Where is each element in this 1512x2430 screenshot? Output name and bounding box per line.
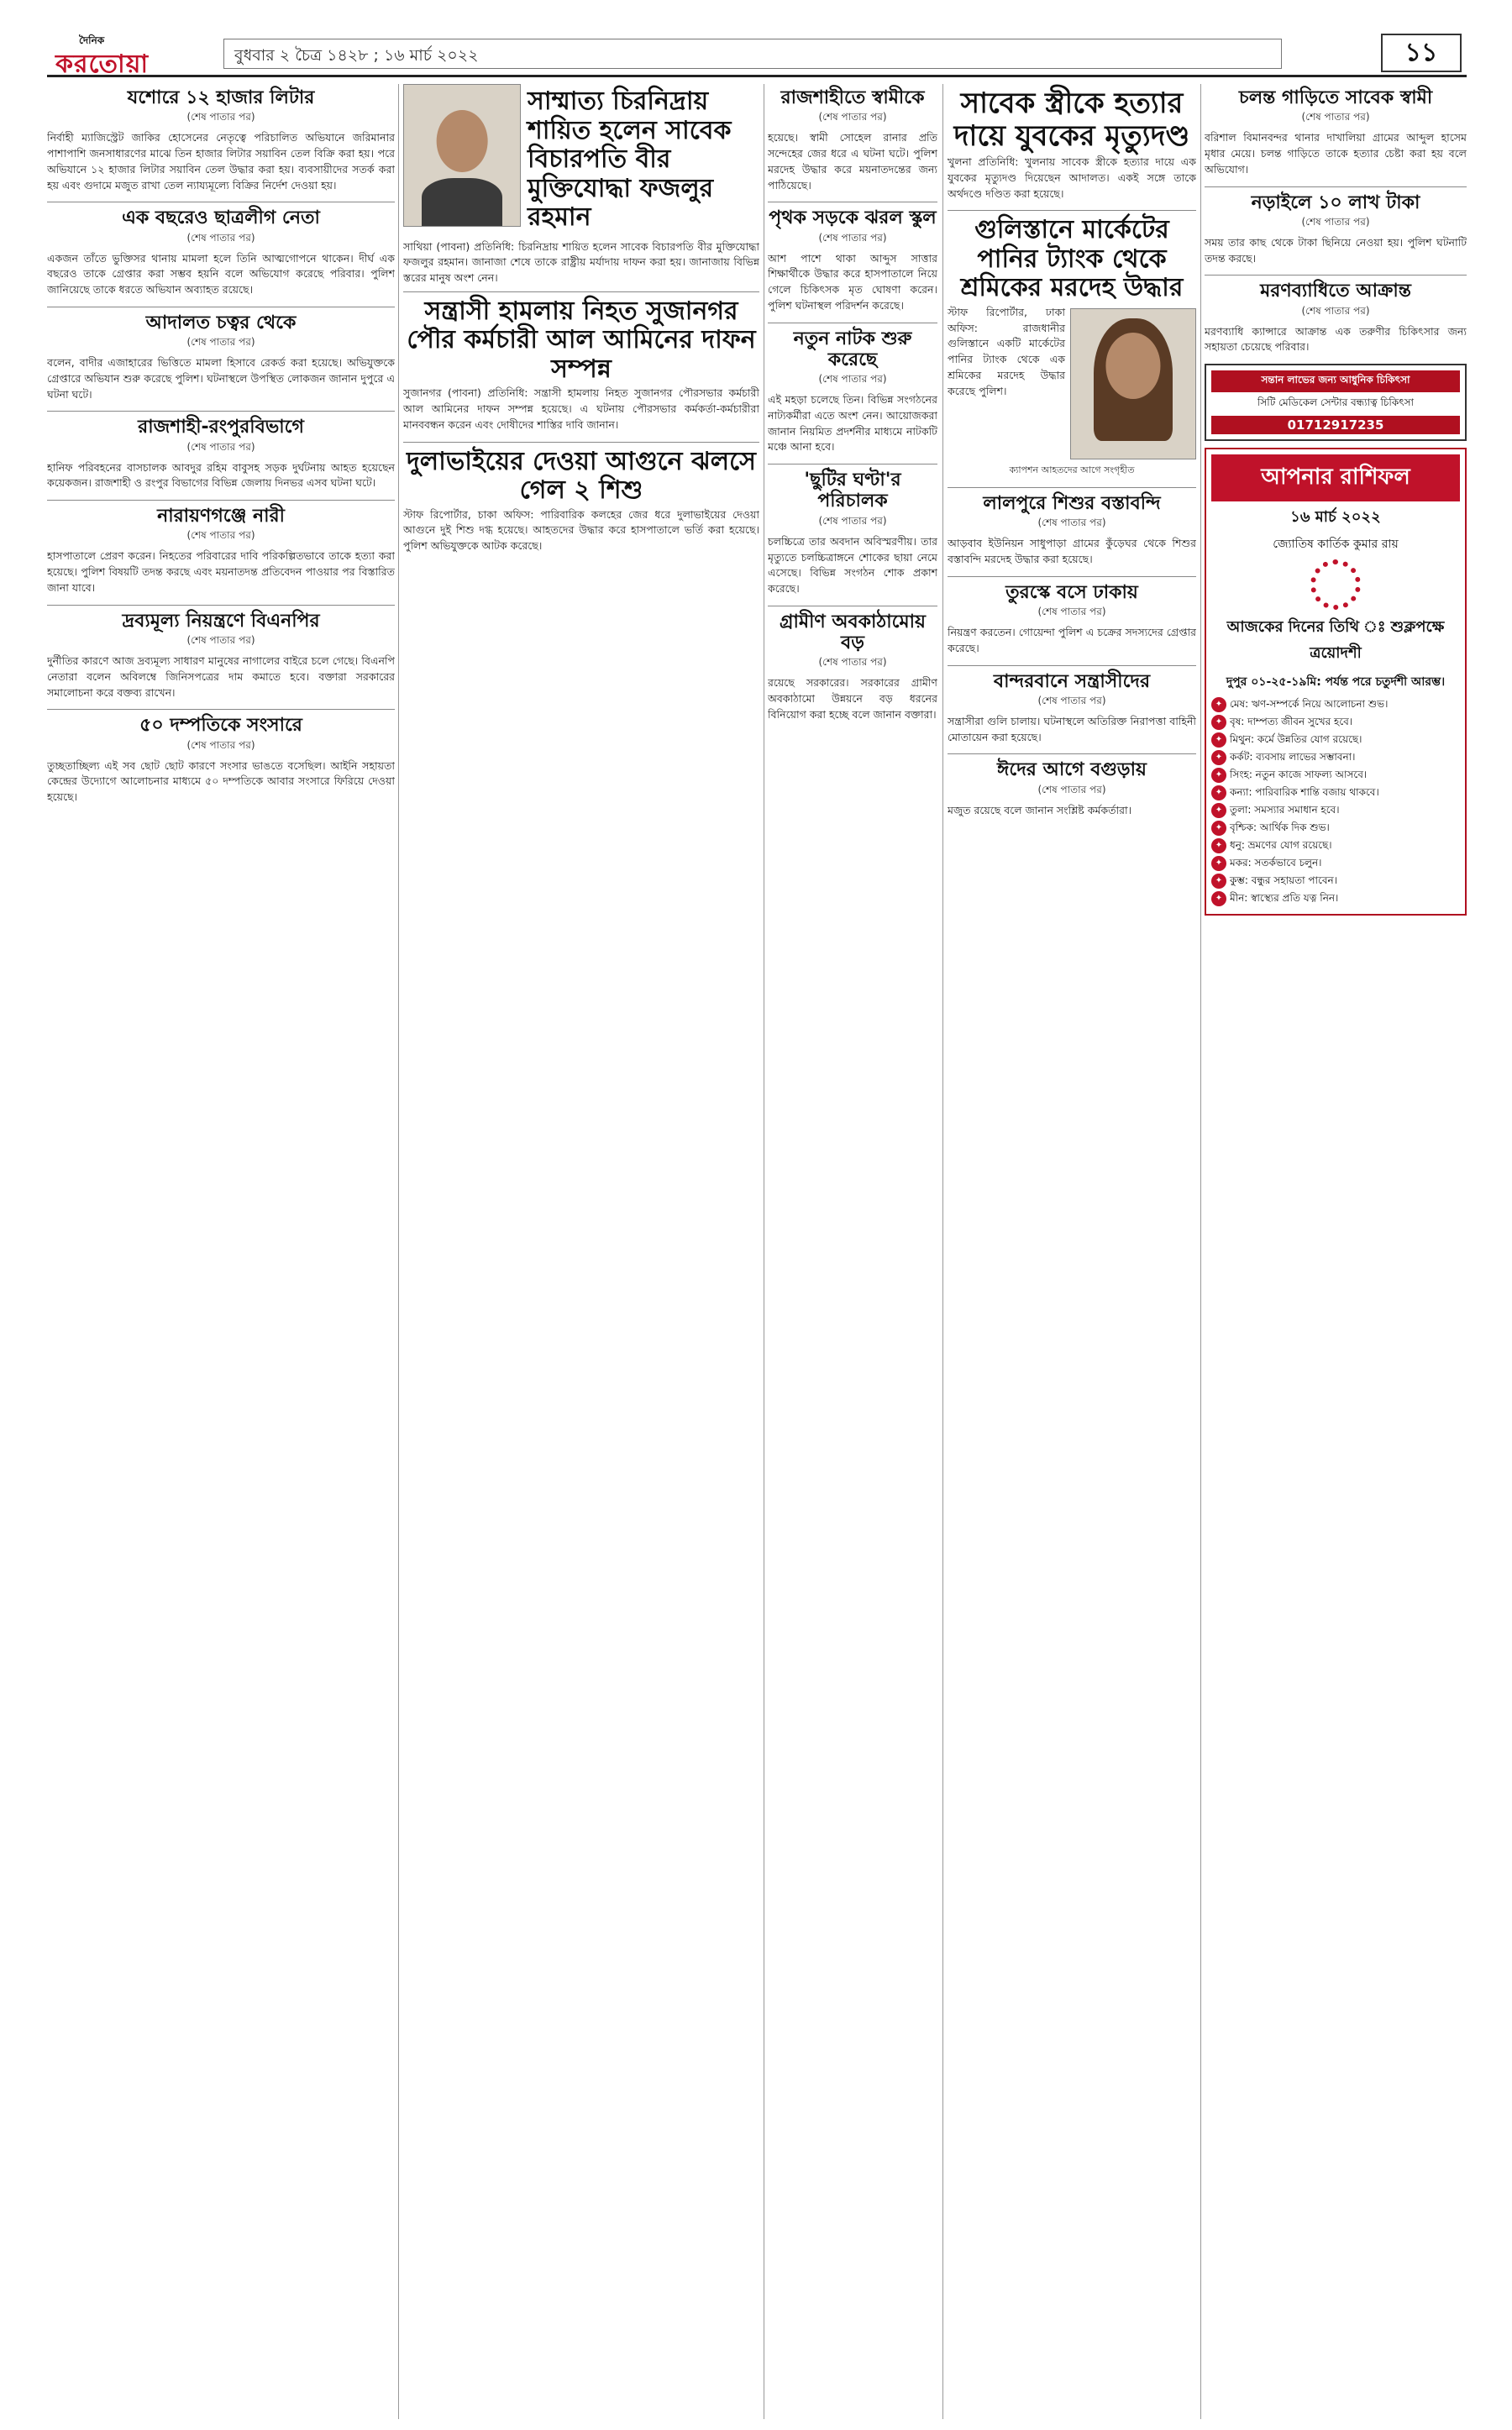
zodiac-sign-item — [1211, 697, 1460, 712]
zodiac-icon: ✦ — [1211, 803, 1226, 818]
article-title: নড়াইলে ১০ লাখ টাকা — [1251, 192, 1420, 213]
paper-logo-small: দৈনিক — [79, 34, 105, 46]
divider — [47, 709, 395, 710]
article-title: রাজশাহী-রংপুরবিভাগে — [138, 417, 304, 438]
article-jump: (শেষ পাতার পর) — [1301, 304, 1370, 317]
zodiac-sign-text: তুলা: সমস্যার সমাধান হবে। — [1230, 804, 1340, 816]
article-body: নির্বাহী ম্যাজিস্ট্রেট জাকির হোসেনের নেতৃত্বে পরিচালিত অভিযানে জরিমানার পাশাপাশি জনসাধারণের মাঝে তিন হাজার লিটার সয়াবিন তেল বিক্রি করা হয়। পরে অভিযানে ১২ হাজার লিটার সয়াবিন তেল উদ্ধার করা হয়। ব্যবসায়ীদের সতর্ক করা হয় এবং গুদামে মজুত রাখা তেল ন্যায্যমূল্যে বিক্রির নির্দেশ দেওয়া হয়। — [47, 131, 395, 192]
article-body: আশ পাশে থাকা আব্দুস সাত্তার শিক্ষার্থীকে উদ্ধার করে হাসপাতালে নিয়ে গেলে চিকিৎসক মৃত ঘোষণা করেন। পুলিশ ঘটনাস্থল পরিদর্শন করেছে। — [768, 251, 937, 312]
article-jump: (শেষ পাতার পর) — [818, 111, 887, 123]
article-body: বরিশাল বিমানবন্দর থানার দাখালিয়া গ্রামের আব্দুল হাসেম মৃধার মেয়ে। চলন্ত গাড়িতে তাকে হত্যার চেষ্টা করা হয় বলে অভিযোগ। — [1205, 131, 1467, 176]
article-death-sentence — [948, 87, 1196, 202]
article-body: তুচ্ছতাচ্ছিল্য এই সব ছোট ছোট কারণে সংসার ভাঙতে বসেছিল। আইনি সহায়তা কেন্দ্রের উদ্যোগে আলোচনার মাধ্যমে ৫০ দম্পতিকে আবার সংসারে ফিরিয়ে দেওয়া হয়েছে। — [47, 758, 395, 804]
article-jump: (শেষ পাতার পর) — [186, 738, 255, 751]
article-body: হয়েছে। স্বামী সোহেল রানার প্রতি সন্দেহের জের ধরে এ ঘটনা ঘটে। পুলিশ মরদেহ উদ্ধার করে ময়নাতদন্তের জন্য পাঠিয়েছে। — [768, 131, 937, 192]
article-title: বান্দরবানে সন্ত্রাসীদের — [993, 670, 1151, 692]
zodiac-sign-text: মেষ: ঋণ-সম্পর্কে নিয়ে আলোচনা শুভ। — [1230, 698, 1389, 711]
zodiac-sign-text: মিথুন: কর্মে উন্নতির যোগ রয়েছে। — [1230, 733, 1362, 746]
zodiac-sign-item — [1211, 856, 1460, 871]
article-body: সুজানগর (পাবনা) প্রতিনিধি: সন্ত্রাসী হামলায় নিহত সুজানগর পৌরসভার কর্মচারী আল আমিনের দাফন সম্পন্ন হয়েছে। এ ঘটনায় পৌরসভার কর্মকর্তা-কর্মচারীরা মানববন্ধন করেন এবং দোষীদের শাস্তির দাবি জানান। — [403, 386, 759, 431]
article-narayanganj — [47, 506, 395, 596]
article-eid-bogura — [948, 759, 1196, 818]
zodiac-signs-list — [1211, 697, 1460, 906]
zodiac-sign-item — [1211, 732, 1460, 748]
zodiac-sign-item — [1211, 785, 1460, 800]
article-body: চলচ্চিত্রে তার অবদান অবিস্মরণীয়। তার মৃত্যুতে চলচ্চিত্রাঙ্গনে শোকের ছায়া নেমে এসেছে। বিভিন্ন সংগঠন শোক প্রকাশ করেছে। — [768, 534, 937, 596]
zodiac-icon: ✦ — [1211, 856, 1226, 871]
article-body: মজুত রয়েছে বলে জানান সংশ্লিষ্ট কর্মকর্তারা। — [948, 803, 1132, 816]
article-body: স্টাফ রিপোর্টার, ঢাকা অফিস: রাজধানীর গুলিস্তানে একটি মার্কেটের পানির ট্যাংক থেকে এক শ্রমিকের মরদেহ উদ্ধার করেছে পুলিশ। — [948, 305, 1065, 397]
article-body: হানিফ পরিবহনের বাসচালক আবদুর রহিম বাবুসহ সড়ক দুর্ঘটনায় আহত হয়েছেন কয়েকজন। রাজশাহী ও রংপুর বিভাগের বিভিন্ন জেলায় দিনভর এসব ঘটনা ঘটে। — [47, 460, 395, 490]
woman-photo — [1070, 308, 1196, 459]
article-bnp-prices — [47, 611, 395, 701]
article-jump: (শেষ পাতার পর) — [186, 231, 255, 244]
article-50-couples — [47, 715, 395, 806]
article-rajshahi-husband — [768, 87, 937, 193]
article-title: পৃথক সড়কে ঝরল স্কুল — [769, 207, 937, 229]
article-jump: (শেষ পাতার পর) — [1037, 517, 1106, 529]
article-body: রয়েছে সরকারের। সরকারের গ্রামীণ অবকাঠামো উন্নয়নে বড় ধরনের বিনিয়োগ করা হচ্ছে বলে জানান বক্তারা। — [768, 676, 937, 721]
article-body: স্টাফ রিপোর্টার, চাকা অফিস: পারিবারিক কলহের জের ধরে দুলাভাইয়ের দেওয়া আগুনে দুই শিশু দগ্ধ হয়েছে। আহতদের উদ্ধার করে হাসপাতালে ভর্তি করা হয়েছে। পুলিশ অভিযুক্তকে আটক করেছে। — [403, 507, 759, 552]
article-title: গ্রামীণ অবকাঠামোয় বড় — [780, 611, 926, 654]
horoscope-title: আপনার রাশিফল — [1211, 454, 1460, 501]
zodiac-sign-text: কুম্ভ: বন্ধুর সহায়তা পাবেন। — [1230, 874, 1337, 887]
article-body: মরণব্যাধি ক্যান্সারে আক্রান্ত এক তরুণীর চিকিৎসার জন্য সহায়তা চেয়েছে পরিবার। — [1205, 324, 1467, 354]
divider — [1205, 275, 1467, 276]
article-body: হাসপাতালে প্রেরণ করেন। নিহতের পরিবারের দাবি পরিকল্পিতভাবে তাকে হত্যা করা হয়েছে। পুলিশ বিষয়টি তদন্ত করছে এবং ময়নাতদন্ত প্রতিবেদন পাওয়ার পর বিস্তারিত জানা যাবে। — [47, 549, 395, 594]
article-title: সন্ত্রাসী হামলায় নিহত সুজানগর পৌর কর্মচারী আল আমিনের দাফন সম্পন্ন — [407, 296, 756, 384]
divider — [948, 576, 1196, 577]
article-title: নারায়ণগঞ্জে নারী — [157, 506, 285, 527]
horoscope-date: ১৬ মার্চ ২০২২ — [1290, 508, 1381, 527]
zodiac-sign-text: বৃশ্চিক: আর্থিক দিক শুভ। — [1230, 821, 1330, 834]
portrait-face — [437, 110, 488, 172]
ad-title: সন্তান লাভের জন্য আধুনিক চিকিৎসা — [1211, 370, 1460, 392]
zodiac-icon: ✦ — [1211, 821, 1226, 836]
article-rural-infrastructure — [768, 611, 937, 723]
ad-phone: 01712917235 — [1211, 416, 1460, 434]
zodiac-icon: ✦ — [1211, 768, 1226, 783]
divider — [47, 500, 395, 501]
horoscope-author: জ্যোতিষ কার্তিক কুমার রায় — [1273, 538, 1399, 552]
zodiac-sign-item — [1211, 750, 1460, 765]
article-jump: (শেষ পাতার পর) — [818, 514, 887, 527]
zodiac-sign-text: ধনু: ভ্রমণের যোগ রয়েছে। — [1230, 839, 1332, 852]
article-title: তুরস্কে বসে ঢাকায় — [1005, 581, 1138, 603]
article-narail — [1205, 192, 1467, 267]
divider — [47, 605, 395, 606]
zodiac-icon: ✦ — [1211, 715, 1226, 730]
zodiac-icon: ✦ — [1211, 697, 1226, 712]
zodiac-icon: ✦ — [1211, 750, 1226, 765]
article-title: সাবেক স্ত্রীকে হত্যার দায়ে যুবকের মৃত্যুদণ্ড — [953, 87, 1190, 154]
medical-advertisement — [1205, 364, 1467, 441]
page-number: ১১ — [1381, 34, 1462, 72]
article-cancer — [1205, 281, 1467, 355]
zodiac-sign-item — [1211, 768, 1460, 783]
divider — [1205, 186, 1467, 187]
article-title: দ্রব্যমূল্য নিয়ন্ত্রণে বিএনপির — [122, 610, 320, 632]
article-body: আড়বাব ইউনিয়ন সাধুপাড়া গ্রামের কুঁড়েঘর থেকে শিশুর বস্তাবন্দি মরদেহ উদ্ধার করা হয়েছে। — [948, 537, 1196, 565]
article-body: দুর্নীতির কারণে আজ দ্রব্যমূল্য সাধারণ মানুষের নাগালের বাইরে চলে গেছে। বিএনপি নেতারা বলেন অবিলম্বে জিনিসপত্রের দাম কমাতে হবে। বক্তারা সরকারের সমালোচনা করে বক্তব্য রাখেন। — [47, 654, 395, 699]
divider — [47, 411, 395, 412]
zodiac-icon: ✦ — [1211, 891, 1226, 906]
ad-text: সিটি মেডিকেল সেন্টার বন্ধ্যাত্ব চিকিৎসা — [1257, 396, 1415, 409]
zodiac-icon: ✦ — [1211, 838, 1226, 853]
portrait-shoulder — [422, 178, 503, 226]
zodiac-sign-text: মকর: সতর্কভাবে চলুন। — [1230, 857, 1322, 869]
column-separator — [398, 84, 399, 2419]
zodiac-sign-item — [1211, 891, 1460, 906]
article-title: গুলিস্তানে মার্কেটের পানির ট্যাংক থেকে শ্রমিকের মরদেহ উদ্ধার — [960, 215, 1184, 303]
article-body: সন্ত্রাসীরা গুলি চালায়। ঘটনাস্থলে অতিরিক্ত নিরাপত্তা বাহিনী মোতায়েন করা হয়েছে। — [948, 714, 1196, 743]
divider — [403, 291, 759, 292]
article-title: ৫০ দম্পতিকে সংসারে — [139, 715, 302, 737]
zodiac-sign-text: কন্যা: পারিবারিক শান্তি বজায় থাকবে। — [1230, 786, 1379, 799]
article-title: রাজশাহীতে স্বামীকে — [780, 87, 925, 108]
article-ex-husband — [1205, 87, 1467, 178]
article-title: চলন্ত গাড়িতে সাবেক স্বামী — [1238, 87, 1433, 108]
article-title: যশোরে ১২ হাজার লিটার — [127, 87, 315, 108]
article-body: সাথিয়া (পাবনা) প্রতিনিধি: চিরনিদ্রায় শায়িত হলেন সাবেক বিচারপতি বীর মুক্তিযোদ্ধা ফজলুর রহমান। জানাজা শেষে তাকে রাষ্ট্রীয় মর্যাদায় দাফন করা হয়। জানাজায় বিভিন্ন স্তরের মানুষ অংশ নেন। — [403, 239, 759, 284]
zodiac-sign-item — [1211, 874, 1460, 889]
zodiac-sign-text: সিংহ: নতুন কাজে সাফল্য আসবে। — [1230, 769, 1368, 781]
divider — [948, 487, 1196, 488]
article-jump: (শেষ পাতার পর) — [1301, 215, 1370, 228]
article-rajshahi-rangpur — [47, 417, 395, 491]
article-jump: (শেষ পাতার পর) — [186, 440, 255, 453]
column-4 — [1205, 84, 1467, 2419]
article-title: ঈদের আগে বগুড়ায় — [997, 759, 1147, 781]
article-jump: (শেষ পাতার পর) — [818, 231, 887, 244]
article-jump: (শেষ পাতার পর) — [1301, 111, 1370, 123]
article-jump: (শেষ পাতার পর) — [1037, 694, 1106, 706]
article-body: নিয়ন্ত্রণ করতেন। গোয়েন্দা পুলিশ এ চক্রের সদস্যদের গ্রেপ্তার করেছে। — [948, 626, 1196, 654]
column-separator — [942, 84, 943, 2419]
column-1 — [47, 84, 395, 2419]
zodiac-icon: ✦ — [1211, 785, 1226, 800]
article-jump: (শেষ পাতার পর) — [186, 111, 255, 123]
horoscope-box — [1205, 448, 1467, 916]
zodiac-sign-item — [1211, 838, 1460, 853]
article-jump: (শেষ পাতার পর) — [186, 634, 255, 647]
column-separator — [1200, 84, 1201, 2419]
article-jump: (শেষ পাতার পর) — [818, 373, 887, 386]
article-title: মরণব্যাধিতে আক্রান্ত — [1260, 281, 1411, 302]
divider — [948, 753, 1196, 754]
article-court — [47, 312, 395, 403]
article-jump: (শেষ পাতার পর) — [1037, 606, 1106, 618]
article-road-accident — [768, 207, 937, 313]
divider — [403, 442, 759, 443]
obituary-block — [403, 84, 759, 234]
zodiac-sign-item — [1211, 821, 1460, 836]
article-gulistan — [948, 216, 1196, 479]
zodiac-icon: ✦ — [1211, 732, 1226, 748]
divider — [948, 210, 1196, 211]
horoscope-time: দুপুর ০১-২৫-১৯মি: পর্যন্ত পরে চতুর্দশী আরম্ভ। — [1226, 675, 1446, 690]
article-body: বলেন, বাদীর এজাহারের ভিত্তিতে মামলা হিসাবে রেকর্ড করা হয়েছে। অভিযুক্তকে গ্রেপ্তারে অভিযান শুরু করেছে পুলিশ। ঘটনাস্থলে উপস্থিত লোকজন জানান দুপুরে এ ঘটনা ঘটে। — [47, 356, 395, 401]
zodiac-sign-text: কর্কট: ব্যবসায় লাভের সম্ভাবনা। — [1230, 751, 1356, 764]
article-bandarban — [948, 671, 1196, 746]
article-new-drama — [768, 328, 937, 456]
article-title: 'ছুটির ঘণ্টা'র পরিচালক — [804, 470, 901, 512]
masthead — [47, 30, 1467, 77]
zodiac-sign-item — [1211, 715, 1460, 730]
article-fire-children — [403, 448, 759, 554]
column-2 — [403, 84, 759, 2419]
article-body: সময় তার কাছ থেকে টাকা ছিনিয়ে নেওয়া হয়। পুলিশ ঘটনাটি তদন্ত করছে। — [1205, 235, 1467, 265]
article-title: সাম্মাত্য চিরনিদ্রায় শায়িত হলেন সাবেক বিচারপতি বীর মুক্তিযোদ্ধা ফজলুর রহমান — [528, 87, 732, 232]
article-title: নতুন নাটক শুরু করেছে — [793, 328, 912, 370]
article-sujanagar — [403, 297, 759, 433]
paper-logo-name: করতোয়া — [55, 50, 150, 79]
article-body: এই মহড়া চলেছে তিন। বিভিন্ন সংগঠনের নাট্যকর্মীরা এতে অংশ নেন। আয়োজকরা জানান নিয়মিত প্রদর্শনীর মাধ্যমে নাটকটি মঞ্চে আনা হবে। — [768, 393, 937, 454]
date-line: বুধবার ২ চৈত্র ১৪২৮ ; ১৬ মার্চ ২০২২ — [223, 39, 1282, 69]
zodiac-icon: ✦ — [1211, 874, 1226, 889]
article-title: দুলাভাইয়ের দেওয়া আগুনে ঝলসে গেল ২ শিশু — [407, 446, 756, 505]
article-director — [768, 470, 937, 597]
article-lalpur — [948, 493, 1196, 568]
article-title: লালপুরে শিশুর বস্তাবন্দি — [983, 492, 1161, 514]
article-turkey — [948, 582, 1196, 657]
column-3 — [948, 84, 1196, 2419]
divider — [948, 665, 1196, 666]
zodiac-wheel-icon — [1310, 559, 1361, 610]
article-body: একজন তাঁতে ভুক্তিসর থানায় মামলা হলে তিনি আত্মগোপনে থাকেন। দীর্ঘ এক বছরেও তাকে গ্রেপ্তার করা সম্ভব হয়নি বলে অভিযোগ করেছে পরিবার। পুলিশ জানিয়েছে তাকে ধরতে অভিযান অব্যাহত রয়েছে। — [47, 251, 395, 297]
article-jessore — [47, 87, 395, 193]
photo-face — [1105, 333, 1160, 398]
column-2b — [768, 84, 937, 2419]
article-jump: (শেষ পাতার পর) — [818, 656, 887, 669]
article-chhatraleague — [47, 207, 395, 298]
article-title: এক বছরেও ছাত্রলীগ নেতা — [122, 207, 320, 229]
article-jump: (শেষ পাতার পর) — [186, 529, 255, 542]
zodiac-sign-item — [1211, 803, 1460, 818]
photo-caption: ক্যাপশন আহতদের আগে সংগৃহীত — [1009, 464, 1135, 475]
article-jump: (শেষ পাতার পর) — [1037, 783, 1106, 795]
zodiac-sign-text: বৃষ: দাম্পত্য জীবন সুখের হবে। — [1230, 716, 1353, 728]
article-body: খুলনা প্রতিনিধি: খুলনায় সাবেক স্ত্রীকে হত্যার দায়ে এক যুবকের মৃত্যুদণ্ড দিয়েছেন আদালত। একই সঙ্গে তাকে অর্থদণ্ডে দণ্ডিত করা হয়েছে। — [948, 155, 1196, 200]
article-jump: (শেষ পাতার পর) — [186, 336, 255, 349]
horoscope-tithi: আজকের দিনের তিথি ঃ শুক্লপক্ষে ত্রয়োদশী — [1226, 618, 1445, 663]
zodiac-sign-text: মীন: স্বাস্থ্যের প্রতি যত্ন নিন। — [1230, 892, 1339, 905]
article-title: আদালত চত্বর থেকে — [145, 312, 297, 333]
paper-logo — [50, 34, 210, 79]
portrait-photo — [403, 84, 521, 227]
